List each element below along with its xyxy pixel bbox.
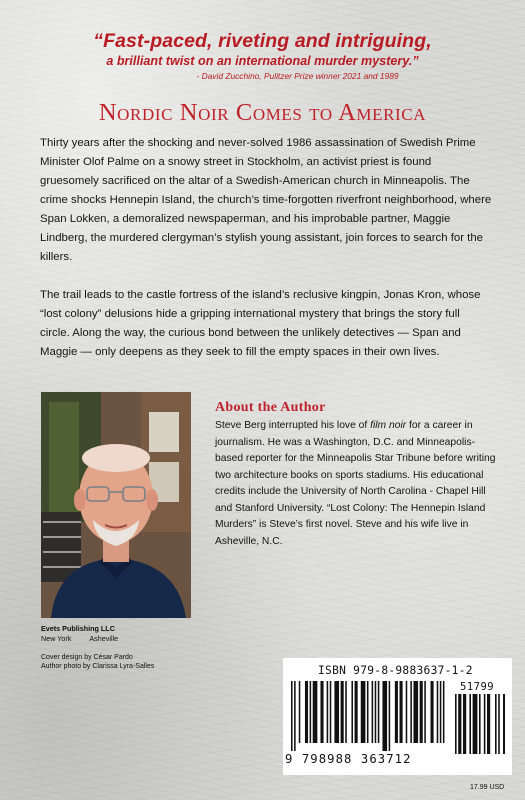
cover-design-credit: Cover design by César Pardo	[41, 654, 133, 661]
publisher-city-2: Asheville	[89, 634, 119, 643]
isbn-label: ISBN 979-8-9883637-1-2	[318, 664, 473, 677]
review-quote	[0, 30, 525, 82]
quote-line-2: a brilliant twist on an international murder mystery.”	[106, 54, 419, 68]
publisher-name: Evets Publishing LLC	[41, 624, 115, 633]
bio-text-italic: film noir	[370, 420, 407, 431]
publisher-block	[41, 624, 136, 644]
addon-barcode-icon	[455, 694, 505, 762]
author-bio	[215, 418, 497, 550]
synopsis-paragraph-1: Thirty years after the shocking and never-solved 1986 assassination of Swedish Prime Minister Olof Palme on a snowy street in Stockholm, an activist priest is found gruesomely sacrificed on the altar of a Swedish-American church in Minneapolis. The crime shocks Hennepin Island, the church’s time-forgotten riverfront neighborhood, where Span Lokken, a demoralized newspaperman, and his improbable partner, Maggie Lindberg, the murdered clergyman’s stylish young assistant, join forces to search for the killers.	[40, 137, 492, 263]
author-photo-credit: Author photo by Clarissa Lyra-Salles	[41, 663, 155, 670]
author-photo	[41, 392, 191, 618]
price-label: 17.99 USD	[470, 784, 505, 791]
price-addon-number: 51799	[460, 681, 495, 693]
publisher-cities	[41, 634, 136, 644]
bio-text-start: Steve Berg interrupted his love of	[215, 420, 371, 431]
synopsis-paragraph-2: The trail leads to the castle fortress of the island’s reclusive kingpin, Jonas Kron, whose “lost colony” delusions hide a gripping international mystery that brings the story full circle. Along the way, the curious bond between the unlikely detectives — Span and Maggie — only deepens as they seek to fill the empty spaces in their own lives.	[40, 289, 481, 358]
publisher-city-1: New York	[41, 634, 72, 643]
quote-attribution: - David Zucchino, Pulitzer Prize winner 2021 and 1989	[196, 71, 399, 81]
about-author-heading: About the Author	[215, 400, 326, 415]
quote-line-1: “Fast-paced, riveting and intriguing,	[93, 30, 432, 52]
headline: Nordic Noir Comes to America	[98, 99, 427, 126]
ean-number: 9 798988 363712	[285, 752, 412, 766]
bio-text-rest: for a career in journalism. He was a Washington, D.C. and Minneapolis-based reporter for the Minneapolis Star Tribune before writing two architecture books on sports stadiums. His educational credits include the University of North Carolina - Chapel Hill and Stanford University. “Lost Colony: The Hennepin Island Murders” is Steve’s first novel. Steve and his wife live in Asheville, N.C.	[215, 420, 496, 547]
ean-barcode-icon	[291, 681, 447, 753]
design-credits	[41, 653, 154, 671]
